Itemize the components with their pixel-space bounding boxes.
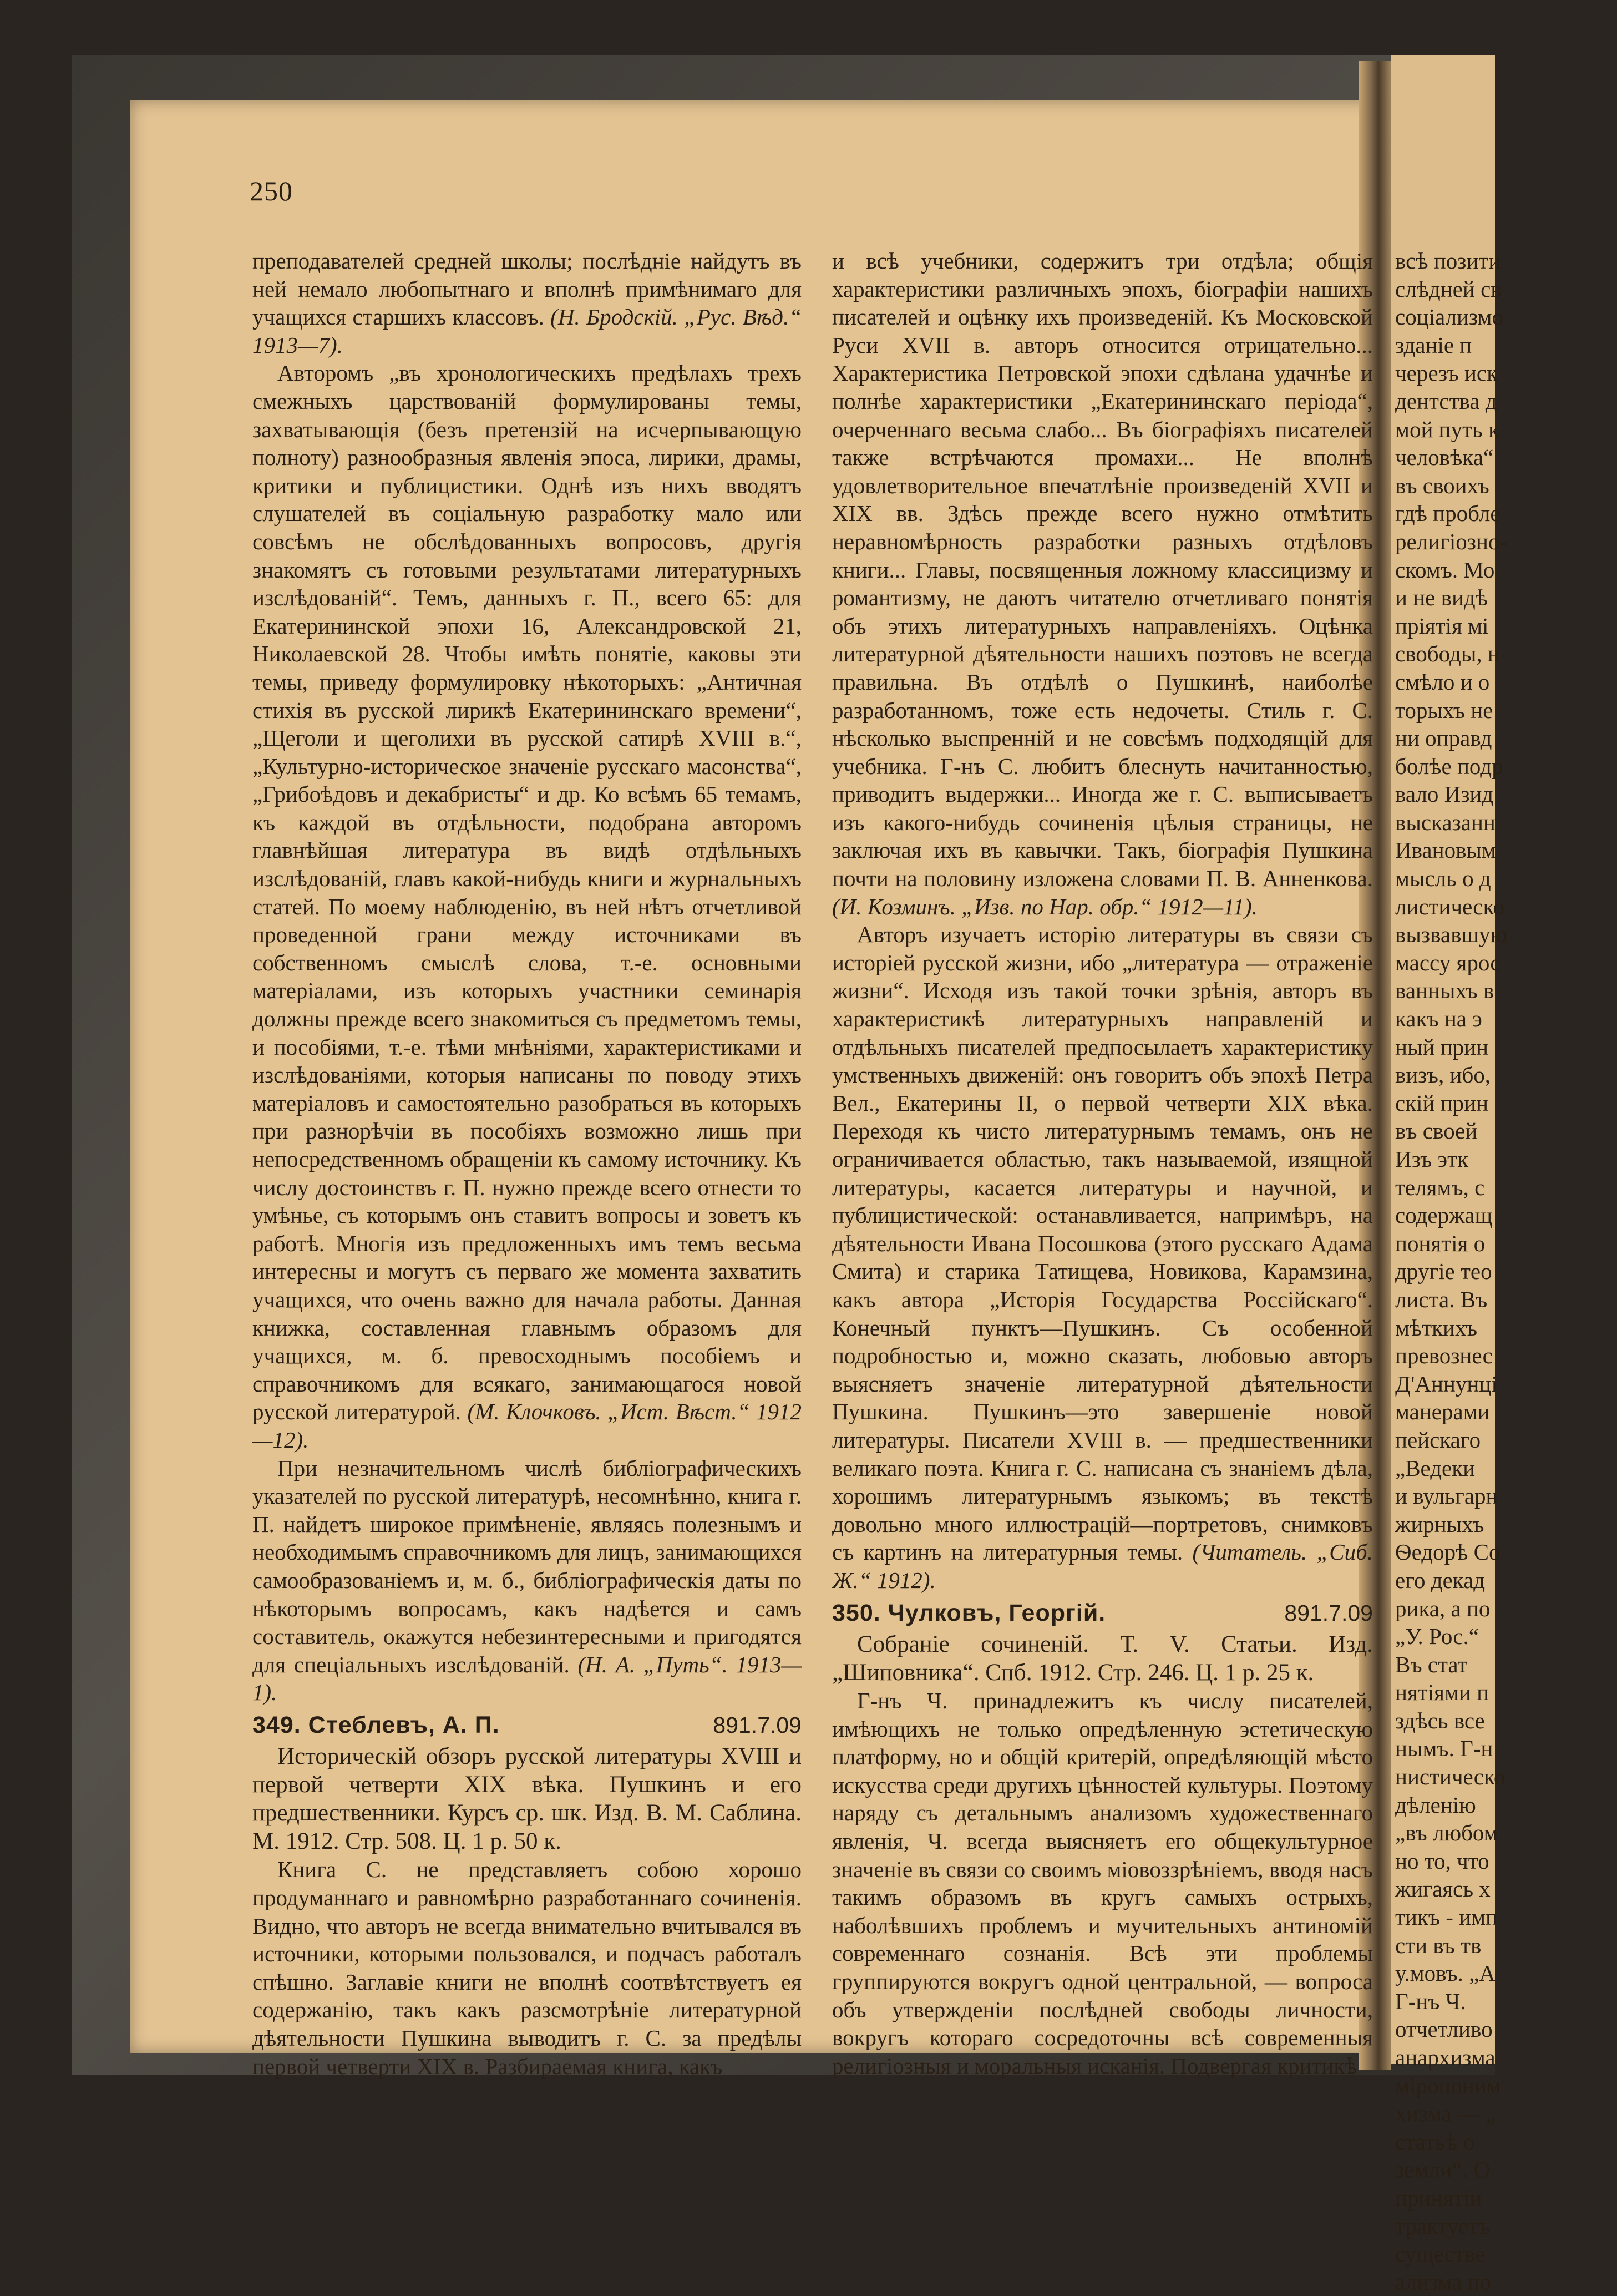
facing-page-line: „У. Рос.“ bbox=[1395, 1624, 1479, 1650]
paragraph-text: преподавателей средней школы; послѣдніе найдутъ въ ней немало любопытнаго и вполнѣ примѣнимаго для учащихся старшихъ классовъ. bbox=[252, 248, 802, 330]
entry-title: 349. Стеблевъ, А. П. bbox=[252, 1711, 500, 1738]
facing-page-line: трактуетъ bbox=[1395, 2213, 1491, 2239]
facing-page-line: содержащ bbox=[1395, 1202, 1493, 1228]
facing-page-line: жирныхъ bbox=[1395, 1511, 1484, 1537]
facing-page-line: земли“. О bbox=[1395, 2157, 1491, 2183]
facing-page-line: нятіями п bbox=[1395, 1680, 1489, 1706]
paragraph bbox=[252, 1454, 802, 1707]
facing-page-line: человѣка“ bbox=[1395, 444, 1494, 471]
facing-page-line: „въ любом bbox=[1395, 1820, 1498, 1846]
facing-page-line: рика, а по bbox=[1395, 1595, 1491, 1621]
facing-page-line: въ своей bbox=[1395, 1118, 1478, 1144]
facing-page-line: высказанн bbox=[1395, 809, 1496, 835]
paragraph: Г-нъ Ч. принадлежитъ къ числу писателей, имѣющихъ не только опредѣленную эстетическую платформу, но и общій критерій, опредѣляющій мѣсто искусства среди другихъ цѣнностей культуры. Поэтому наряду съ детальнымъ анализомъ художественнаго явленія, Ч. всегда выясняетъ его общекультурное значеніе въ связи со своимъ міовоззрѣніемъ, вводя насъ такимъ образомъ въ кругъ самыхъ острыхъ, наболѣвшихъ проблемъ и мучительныхъ антиномій современнаго сознанія. Всѣ эти проблемы группируются вокругъ одной центральной, — вопроса объ утвержденіи послѣдней свободы личности, вокругъ котораго сосредоточны всѣ современныя религіозныя и моральныя исканія. Подвергая критикѣ bbox=[832, 1688, 1373, 2078]
facing-page-line: слѣдней св bbox=[1395, 276, 1502, 302]
classification-code: 891.7.09 bbox=[1284, 1600, 1373, 1626]
paragraph-text: При незначительномъ числѣ библіографическихъ указателей по русской литературѣ, несомнѣнно, книга г. П. найдетъ широкое примѣненіе, являясь полезнымъ и необходимымъ справочникомъ для лицъ, занимающихся самообразованіемъ и, м. б., библіографическія даты по нѣкоторымъ вопросамъ, какъ надѣется и самъ составитель, окажутся небезинтересными и пригодятся для спеціальныхъ изслѣдованій. bbox=[252, 1455, 802, 1677]
facing-page-line: отчетливо bbox=[1395, 2016, 1493, 2042]
facing-page-line: телямъ, с bbox=[1395, 1174, 1485, 1200]
paragraph bbox=[832, 247, 1373, 921]
facing-page-line: но то, что bbox=[1395, 1848, 1489, 1874]
facing-page-line: нымъ. Г-н bbox=[1395, 1736, 1493, 1762]
facing-page-line: соціализмо bbox=[1395, 304, 1504, 330]
facing-page-line: гдѣ пробле bbox=[1395, 500, 1501, 527]
facing-page-line: торыхъ не bbox=[1395, 697, 1493, 723]
paragraph bbox=[832, 921, 1373, 1594]
facing-page-line: существе bbox=[1395, 2241, 1486, 2267]
facing-page-line: свободы, н bbox=[1395, 641, 1500, 667]
facing-page-line: ный прин bbox=[1395, 1034, 1489, 1060]
facing-page-line: тикъ - имп bbox=[1395, 1904, 1498, 1930]
facing-page-line: скій прин bbox=[1395, 1090, 1489, 1116]
facing-page-line: превознес bbox=[1395, 1343, 1493, 1369]
facing-page-line: Ѳедорѣ Со bbox=[1395, 1539, 1501, 1565]
bibliographic-record: Историческій обзоръ русской литературы XVIII и первой четверти XIX вѣка. Пушкинъ и его предшественники. Курсъ ср. шк. Изд. В. М. Саблина. М. 1912. Стр. 508. Ц. 1 р. 50 к. bbox=[252, 1743, 802, 1855]
facing-page-line: болѣе подр bbox=[1395, 753, 1503, 779]
paragraph-text: Авторомъ „въ хронологическихъ предѣлахъ трехъ смежныхъ царствованій формулированы темы, захватывающія (безъ претензій на исчерпывающую полноту) разнообразныя явленія эпоса, лирики, драмы, критики и публицистики. Однѣ изъ нихъ вводятъ слушателей въ соціальную разработку мало или совсѣмъ не обслѣдованныхъ вопросовъ, другія знакомятъ съ готовыми результатами литературныхъ изслѣдованій“. Темъ, данныхъ г. П., всего 65: для Екатерининской эпохи 16, Александровской 21, Николаевской 28. Чтобы имѣть понятіе, каковы эти темы, приведу формулировку нѣкоторыхъ: „Античная стихія въ русской лирикѣ Екатерининскаго времени“, „Щеголи и щеголихи въ русской сатирѣ XVIII в.“, „Культурно-историческое значеніе русскаго масонства“, „Грибоѣдовъ и декабристы“ и др. Ко всѣмъ 65 темамъ, къ каждой въ отдѣльности, подобрана авторомъ главнѣйшая литература въ видѣ отдѣльныхъ изслѣдованій, главъ какой-нибудь книги и журнальныхъ статей. По моему наблюденію, въ ней нѣтъ отчетливой проведенной грани между источниками въ собственномъ смыслѣ слова, т.-е. основными матеріалами, изъ которыхъ участники семинарія должны прежде всего знакомиться съ предметомъ темы, и пособіями, т.-е. тѣми мнѣніями, характеристиками и изслѣдованіями, которыя написаны по поводу этихъ матеріаловъ и самостоятельно разобраться въ которыхъ при разнорѣчіи въ пособіяхъ возможно лишь при непосредственномъ обращеніи къ самому источнику. Къ числу достоинствъ г. П. нужно прежде всего отнести то умѣнье, съ которымъ онъ ставитъ вопросы и зоветъ къ работѣ. Многія изъ предложенныхъ имъ темъ весьма интересны и могутъ съ перваго же момента захватить учащихся, что очень важно для начала работы. Данная книжка, составленная главнымъ образомъ для учащихся, м. б. превосходнымъ пособіемъ и справочникомъ для всякаго, занимающагося новой русской литературой. bbox=[252, 360, 802, 1425]
paragraph: Книга С. не представляетъ собою хорошо продуманнаго и равномѣрно разработаннаго сочиненія. Видно, что авторъ не всегда внимательно вчитывался въ источники, которыми пользовался, и подчасъ работалъ спѣшно. Заглавіе книги не вполнѣ соотвѣтствуетъ ея содержанію, такъ какъ разсмотрѣніе литературной дѣятельности Пушкина выводитъ г. С. за предѣлы первой четверти XIX в. Разбираемая книга, какъ bbox=[252, 1857, 802, 2079]
facing-page-line: листическо bbox=[1395, 893, 1504, 919]
facing-page-text bbox=[1395, 247, 1617, 2296]
facing-page-line: скомъ. Мо bbox=[1395, 557, 1495, 583]
facing-page-line: какъ на э bbox=[1395, 1006, 1482, 1032]
facing-page-line: принятіи bbox=[1395, 2184, 1482, 2211]
facing-page-line: Въ стат bbox=[1395, 1651, 1468, 1677]
entry-title: 350. Чулковъ, Георгій. bbox=[832, 1599, 1106, 1626]
facing-page-line: ванныхъ в bbox=[1395, 978, 1494, 1004]
facing-page-line: всѣ позити bbox=[1395, 248, 1501, 274]
facing-page-line: „Ведеки bbox=[1395, 1455, 1476, 1481]
facing-page-line: черезъ иск bbox=[1395, 360, 1498, 386]
source-citation: (Н. Бродскій. „Рус. Вѣд.“ 1913—7). bbox=[252, 304, 802, 358]
facing-page-line: смѣло и о bbox=[1395, 669, 1490, 695]
facing-page-line: дѣленію bbox=[1395, 1792, 1476, 1818]
facing-page-line: пейскаго bbox=[1395, 1427, 1481, 1453]
entry-header bbox=[832, 1599, 1373, 1627]
facing-page-line: другіе тео bbox=[1395, 1258, 1492, 1284]
facing-page-line: листа. Въ bbox=[1395, 1286, 1488, 1312]
facing-page-line: здѣсь все bbox=[1395, 1707, 1485, 1733]
facing-page-line: міропоним bbox=[1395, 2072, 1501, 2098]
facing-page-line: жигаясь х bbox=[1395, 1876, 1491, 1902]
facing-page-line: массу ярос bbox=[1395, 949, 1501, 975]
facing-page-line: дентства д bbox=[1395, 388, 1497, 414]
paragraph-text: и всѣ учебники, содержитъ три отдѣла; общія характеристики различныхъ эпохъ, біографіи нашихъ писателей и оцѣнку ихъ произведеній. Къ Московской Руси XVII в. авторъ относится отрицательно... Характеристика Петровской эпохи сдѣлана удачнѣе и полнѣе характеристики „Екатерининскаго періода“, очерченнаго весьма слабо... Въ біографіяхъ писателей также встрѣчаются промахи... Не вполнѣ удовлетворительное впечатлѣніе произведеній XVII и XIX вв. Здѣсь прежде всего нужно отмѣтить неравномѣрность разработки разныхъ отдѣловъ книги... Главы, посвященныя ложному классицизму и романтизму, не даютъ читателю отчетливаго понятія объ этихъ литературныхъ направленіяхъ. Оцѣнка литературной дѣятельности нашихъ поэтовъ не всегда правильна. Въ отдѣлѣ о Пушкинѣ, наиболѣе разработанномъ, тоже есть недочеты. Стиль г. С. нѣсколько выспренній и не совсѣмъ подходящій для учебника. Г-нъ С. любитъ блеснуть начитанностью, приводитъ выдержки... Иногда же г. С. выписываетъ изъ какого-нибудь сочиненія цѣлыя страницы, не заключая ихъ въ кавычки. Такъ, біографія Пушкина почти на половину изложена словами П. В. Анненкова. bbox=[832, 248, 1373, 892]
facing-page-line: религіозно- bbox=[1395, 528, 1508, 554]
source-citation: (И. Козминъ. „Изв. по Нар. обр.“ 1912—11). bbox=[832, 893, 1258, 919]
facing-page-line: вало Изид bbox=[1395, 781, 1494, 807]
facing-page-line: статьѣ о bbox=[1395, 2128, 1475, 2155]
facing-page-line: пріятія мі bbox=[1395, 613, 1489, 639]
facing-page-line: у.мовъ. „А bbox=[1395, 1960, 1496, 1986]
source-citation: (Н. А. „Путь“. 1913—1). bbox=[252, 1651, 802, 1706]
right-column bbox=[832, 247, 1373, 2080]
bibliographic-record: Собраніе сочиненій. Т. V. Статьи. Изд. „Шиповника“. Спб. 1912. Стр. 246. Ц. 1 р. 25 к. bbox=[832, 1631, 1373, 1686]
source-citation: (Читатель. „Сиб. Ж.“ 1912). bbox=[832, 1539, 1373, 1593]
paragraph bbox=[252, 247, 802, 359]
facing-page-line: и вульгарн bbox=[1395, 1483, 1498, 1509]
facing-page-line: мѣткихъ bbox=[1395, 1314, 1478, 1341]
facing-page-line: визъ, ибо, bbox=[1395, 1062, 1491, 1088]
facing-page-line: ализма по bbox=[1395, 2269, 1492, 2295]
facing-page-line: Ивановым bbox=[1395, 837, 1496, 863]
facing-page-line: въ своихъ bbox=[1395, 472, 1489, 498]
facing-page-line: сти въ тв bbox=[1395, 1932, 1482, 1958]
facing-page-line: нистическо bbox=[1395, 1764, 1506, 1790]
source-citation: (М. Клочковъ. „Ист. Вѣст.“ 1912—12). bbox=[252, 1399, 802, 1453]
facing-page-line: вызвавшую bbox=[1395, 922, 1508, 948]
left-column bbox=[252, 247, 802, 2080]
facing-page-edge bbox=[1391, 55, 1508, 2295]
paragraph-text: Авторъ изучаетъ исторію литературы въ связи съ исторіей русской жизни, ибо „литература — отраженіе жизни“. Исходя изъ такой точки зрѣнія, авторъ въ характеристикѣ литературныхъ направленій и отдѣльныхъ писателей предпосылаетъ характеристику умственныхъ движеній: онъ говоритъ объ эпохѣ Петра Вел., Екатерины II, о первой четверти XIX вѣка. Переходя къ чисто литературнымъ темамъ, онъ не ограничивается областью, такъ называемой, изящной литературы, касается литературы и научной, и публицистической: останавливается, напримѣръ, на дѣятельности Ивана Посошкова (этого русскаго Адама Смита) и старика Татищева, Новикова, Карамзина, какъ автора „Исторія Государства Россійскаго“. Конечный пунктъ—Пушкинъ. Съ особенной подробностью и, можно сказать, любовью авторъ выясняетъ значеніе литературной дѣятельности Пушкина. Пушкинъ—это завершеніе новой литературы. Писатели XVIII в. — предшественники великаго поэта. Книга г. С. написана съ знаніемъ дѣла, хорошимъ литературнымъ языкомъ; въ текстѣ довольно много иллюстрацій—портретовъ, снимковъ съ картинъ на литературныя темы. bbox=[832, 922, 1373, 1565]
page-number: 250 bbox=[250, 175, 293, 206]
facing-page-line: зданіе п bbox=[1395, 332, 1472, 358]
facing-page-line: и не видѣ bbox=[1395, 585, 1488, 611]
facing-page-line: его декад bbox=[1395, 1567, 1486, 1593]
facing-page-line: Д'Аннунці bbox=[1395, 1370, 1498, 1397]
facing-page-line: Изъ этк bbox=[1395, 1146, 1468, 1172]
facing-page-line: анархизма bbox=[1395, 2045, 1496, 2070]
facing-page-line: хизма — „ bbox=[1395, 2101, 1496, 2127]
facing-page-line: мысль о д bbox=[1395, 866, 1491, 892]
entry-header bbox=[252, 1711, 802, 1739]
facing-page-line: Г-нъ Ч. bbox=[1395, 1988, 1466, 2014]
facing-page-line: манерами bbox=[1395, 1399, 1490, 1425]
facing-page-line: понятія о bbox=[1395, 1230, 1486, 1256]
facing-page-line: мой путь к bbox=[1395, 416, 1499, 442]
paragraph bbox=[252, 359, 802, 1454]
facing-page-line: ни оправд bbox=[1395, 725, 1492, 751]
classification-code: 891.7.09 bbox=[713, 1712, 802, 1738]
